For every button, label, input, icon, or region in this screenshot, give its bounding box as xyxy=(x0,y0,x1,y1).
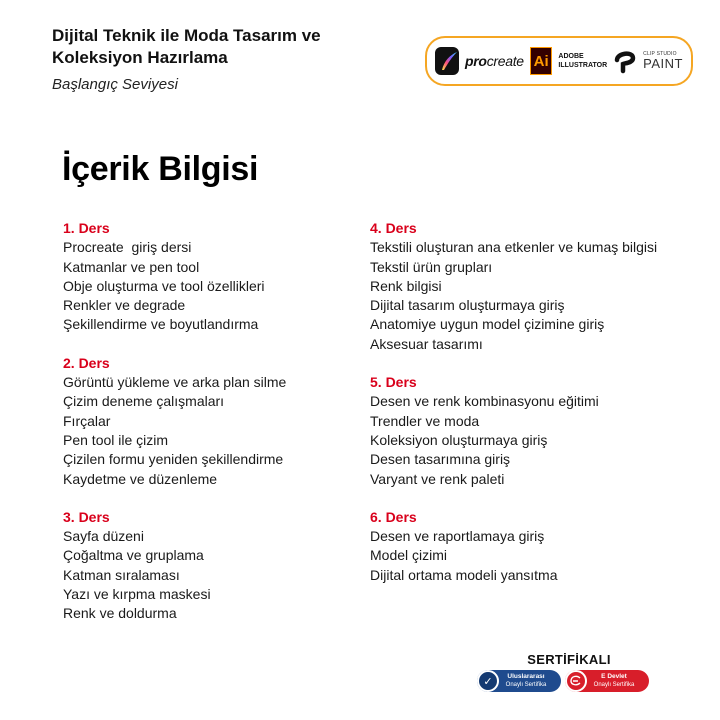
lesson-item: Pen tool ile çizim xyxy=(63,431,169,448)
badge-line2: Onaylı Sertifika xyxy=(505,682,547,688)
badge-line1: Uluslararası xyxy=(507,673,545,680)
lesson-item: Desen ve raportlamaya giriş xyxy=(370,528,545,545)
lesson-item: Aksesuar tasarımı xyxy=(370,335,483,352)
e-devlet-certificate-text xyxy=(587,673,641,689)
lesson-item: Tekstili oluşturan ana etkenler ve kumaş bilgisi xyxy=(370,239,658,256)
lesson-title: 5. Ders xyxy=(370,374,417,391)
badge-line1: E Devlet xyxy=(601,673,627,680)
clip-studio-paint-icon xyxy=(613,48,637,74)
ai-label-line2: ILLUSTRATOR xyxy=(558,62,608,69)
lesson-3 xyxy=(63,508,286,624)
lesson-item: Desen ve renk kombinasyonu eğitimi xyxy=(370,393,599,410)
lessons-column-right xyxy=(370,219,657,604)
lessons-column-left xyxy=(63,219,286,643)
lesson-title: 1. Ders xyxy=(63,220,110,236)
lesson-item: Renk ve doldurma xyxy=(63,605,177,622)
lesson-title: 6. Ders xyxy=(370,508,417,525)
lesson-item: Koleksiyon oluşturmaya giriş xyxy=(370,431,548,448)
section-heading: İçerik Bilgisi xyxy=(62,150,259,188)
procreate-label-rest: create xyxy=(486,53,524,69)
lesson-title: 3. Ders xyxy=(63,508,110,525)
lesson-item: Fırçalar xyxy=(63,412,111,429)
adobe-illustrator-label xyxy=(558,52,607,70)
lesson-item: Çizim deneme çalışmaları xyxy=(63,393,225,410)
lesson-item: Anatomiye uygun model çizimine giriş xyxy=(370,316,605,333)
lesson-item: Çizilen formu yeniden şekillendirme xyxy=(63,451,284,468)
lesson-item: Yazı ve kırpma maskesi xyxy=(63,586,211,603)
clip-studio-paint-label xyxy=(643,52,683,70)
lesson-item: Desen tasarımına giriş xyxy=(370,451,511,468)
lesson-item: Dijital ortama modeli yansıtma xyxy=(370,566,558,583)
lesson-4 xyxy=(370,219,657,354)
lesson-5 xyxy=(370,373,657,489)
lesson-item: Sayfa düzeni xyxy=(63,528,144,545)
procreate-label-bold: pro xyxy=(465,53,487,69)
international-certificate-text xyxy=(499,673,553,689)
lesson-item: Tekstil ürün grupları xyxy=(370,258,493,275)
certificate-title: SERTİFİKALI xyxy=(527,652,611,667)
csp-label-line1: CLIP STUDIO xyxy=(643,51,677,57)
ai-label-line1: ADOBE xyxy=(558,53,584,60)
lesson-item: Obje oluşturma ve tool özellikleri xyxy=(63,277,265,294)
lesson-item: Trendler ve moda xyxy=(370,412,480,429)
lesson-item: Çoğaltma ve gruplama xyxy=(63,547,204,564)
course-title: Dijital Teknik ile Moda Tasarım ve Koleksiyon Hazırlama xyxy=(52,26,321,67)
lesson-item: Katmanlar ve pen tool xyxy=(63,258,200,275)
lesson-item: Renk bilgisi xyxy=(370,277,442,294)
lesson-item: Şekillendirme ve boyutlandırma xyxy=(63,316,259,333)
csp-label-line2: PAINT xyxy=(643,56,683,71)
certificate-badges xyxy=(477,670,649,692)
lesson-item: Dijital tasarım oluşturmaya giriş xyxy=(370,297,565,314)
lesson-item: Katman sıralaması xyxy=(63,566,180,583)
lesson-item: Varyant ve renk paleti xyxy=(370,470,505,487)
course-level: Başlangıç Seviyesi xyxy=(52,76,178,93)
lesson-6 xyxy=(370,508,657,585)
lesson-item: Renkler ve degrade xyxy=(63,297,186,314)
procreate-icon xyxy=(435,47,459,75)
lesson-item: Procreate giriş dersi xyxy=(63,239,192,256)
adobe-illustrator-icon: Ai xyxy=(530,47,553,75)
lesson-item: Model çizimi xyxy=(370,547,448,564)
e-devlet-certificate-badge xyxy=(565,670,649,692)
lesson-title: 4. Ders xyxy=(370,220,417,236)
e-devlet-icon xyxy=(565,670,587,692)
lesson-2 xyxy=(63,354,286,489)
lesson-1 xyxy=(63,219,286,335)
certificate-block xyxy=(477,652,649,692)
lesson-item: Görüntü yükleme ve arka plan silme xyxy=(63,374,287,391)
badge-line2: Onaylı Sertifika xyxy=(593,682,635,688)
lesson-title: 2. Ders xyxy=(63,354,110,371)
lesson-item: Kaydetme ve düzenleme xyxy=(63,470,218,487)
international-certificate-badge xyxy=(477,670,561,692)
procreate-label xyxy=(465,53,524,69)
checkmark-icon: ✓ xyxy=(477,670,499,692)
tools-box xyxy=(425,36,693,86)
